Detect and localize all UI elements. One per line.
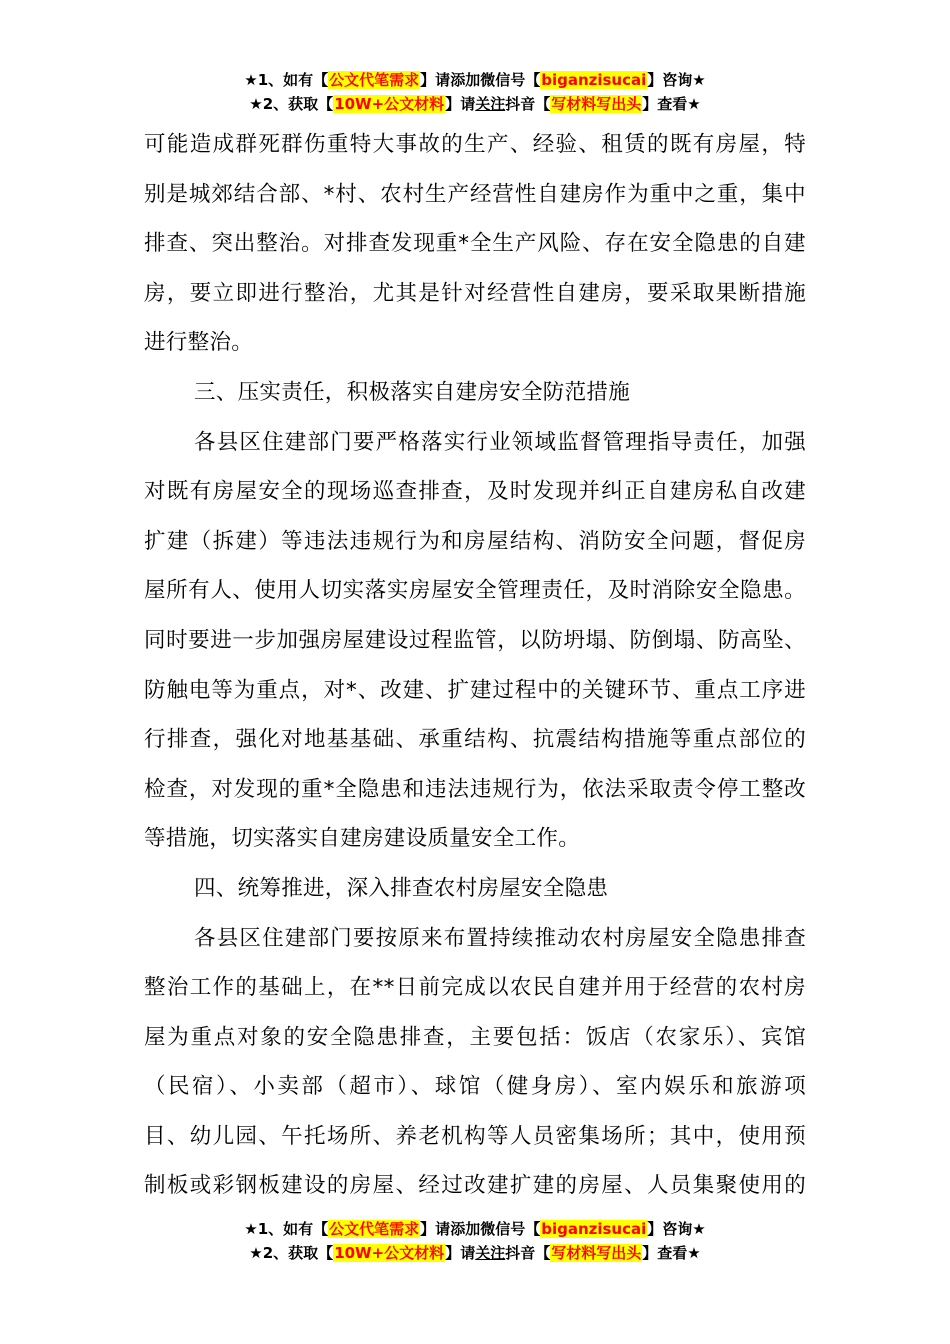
- body-line: 屋所有人、使用人切实落实房屋安全管理责任，及时消除安全隐患。: [144, 578, 806, 604]
- banner-highlight: 10W+公文材料: [334, 95, 445, 113]
- body-line: 行排查，强化对地基基础、承重结构、抗震结构措施等重点部位的: [144, 727, 806, 753]
- body-line: 可能造成群死群伤重特大事故的生产、经验、租赁的既有房屋，特: [144, 132, 806, 157]
- banner-line-1: [0, 68, 950, 92]
- body-line: 对既有房屋安全的现场巡查排查，及时发现并纠正自建房私自改建: [144, 479, 806, 505]
- banner-wechat-id: biganzisucai: [541, 71, 647, 89]
- body-line: 房，要立即进行整治，尤其是针对经营性自建房，要采取果断措施: [144, 280, 806, 306]
- footer-banner: [0, 1217, 950, 1265]
- banner-text: ★2、获取【: [249, 1244, 334, 1262]
- banner-text: 】查看★: [642, 1244, 701, 1262]
- body-line: 制板或彩钢板建设的房屋、经过改建扩建的房屋、人员集聚使用的: [144, 1173, 806, 1199]
- body-line: 各县区住建部门要按原来布置持续推动农村房屋安全隐患排查: [194, 925, 806, 951]
- body-line: 防触电等为重点，对*、改建、扩建过程中的关键环节、重点工序进: [144, 677, 806, 703]
- banner-wechat-id: biganzisucai: [541, 1220, 647, 1238]
- body-line: 同时要进一步加强房屋建设过程监管，以防坍塌、防倒塌、防高坠、: [144, 627, 806, 653]
- banner-text: 】请: [445, 95, 476, 113]
- body-line: 排查、突出整治。对排查发现重*全生产风险、存在安全隐患的自建: [144, 231, 806, 257]
- body-line: 别是城郊结合部、*村、农村生产经营性自建房作为重中之重，集中: [144, 181, 806, 207]
- banner-highlight: 公文代笔需求: [329, 71, 420, 89]
- document-body: [144, 120, 806, 1211]
- banner-text: 微信号【: [480, 1220, 541, 1238]
- banner-text: ★1、如有【: [244, 71, 329, 89]
- banner-highlight: 公文代笔需求: [329, 1220, 420, 1238]
- banner-douyin-id: 写材料写出头: [551, 1244, 642, 1262]
- banner-line-2: [0, 92, 950, 116]
- banner-text: ★2、获取【: [249, 95, 334, 113]
- banner-text: 抖音【: [505, 95, 551, 113]
- banner-text: 】请: [420, 71, 451, 89]
- body-line: 检查，对发现的重*全隐患和违法违规行为，依法采取责令停工整改: [144, 776, 806, 802]
- banner-emphasis: 关注: [475, 95, 506, 113]
- body-line: 目、幼儿园、午托场所、养老机构等人员密集场所；其中，使用预: [144, 1123, 806, 1149]
- banner-text: 微信号【: [480, 71, 541, 89]
- banner-text: ★1、如有【: [244, 1220, 329, 1238]
- body-line: 进行整治。: [144, 330, 254, 356]
- banner-line-1: [0, 1217, 950, 1241]
- banner-emphasis: 添加: [450, 1220, 481, 1238]
- banner-line-2: [0, 1241, 950, 1265]
- banner-text: 】请: [420, 1220, 451, 1238]
- banner-douyin-id: 写材料写出头: [551, 95, 642, 113]
- banner-text: 】咨询★: [647, 1220, 706, 1238]
- body-line: （民宿）、小卖部（超市）、球馆（健身房）、室内娱乐和旅游项: [144, 1074, 806, 1100]
- banner-highlight: 10W+公文材料: [334, 1244, 445, 1262]
- body-line: 整治工作的基础上，在**日前完成以农民自建并用于经营的农村房: [144, 975, 806, 1001]
- banner-text: 】请: [445, 1244, 476, 1262]
- body-line: 扩建（拆建）等违法违规行为和房屋结构、消防安全问题，督促房: [144, 528, 806, 554]
- banner-emphasis: 添加: [450, 71, 481, 89]
- body-line: 等措施，切实落实自建房建设质量安全工作。: [144, 826, 581, 852]
- banner-text: 】咨询★: [647, 71, 706, 89]
- section-heading: 四、统筹推进，深入排查农村房屋安全隐患: [194, 875, 609, 901]
- banner-emphasis: 关注: [475, 1244, 506, 1262]
- banner-text: 抖音【: [505, 1244, 551, 1262]
- banner-text: 】查看★: [642, 95, 701, 113]
- body-line: 屋为重点对象的安全隐患排查，主要包括：饭店（农家乐）、宾馆: [144, 1024, 806, 1050]
- header-banner: [0, 68, 950, 116]
- section-heading: 三、压实责任，积极落实自建房安全防范措施: [194, 379, 631, 405]
- body-line: 各县区住建部门要严格落实行业领域监督管理指导责任，加强: [194, 429, 806, 455]
